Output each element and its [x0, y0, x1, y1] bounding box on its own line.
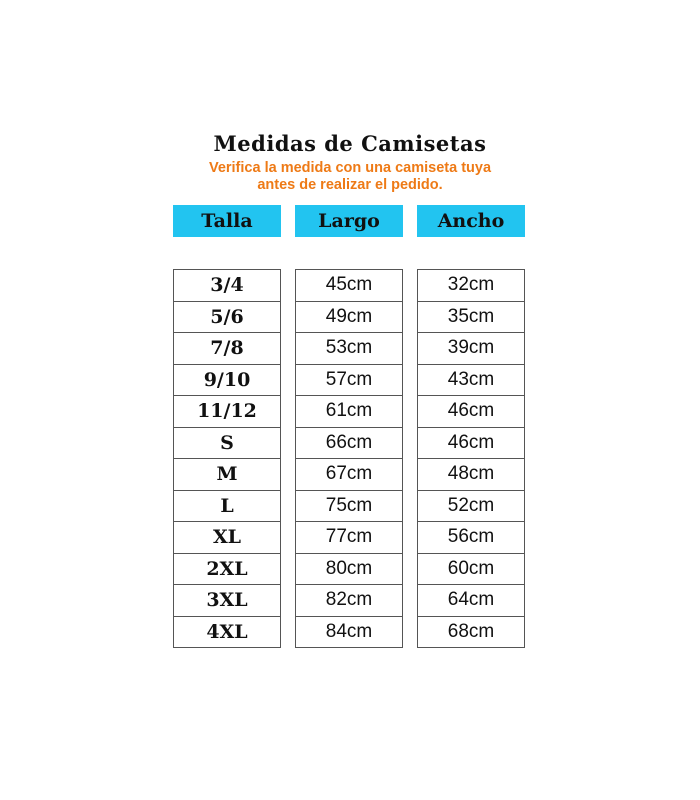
largo-cell: 66cm	[295, 427, 403, 460]
ancho-cell: 43cm	[417, 364, 525, 397]
ancho-cell: 32cm	[417, 269, 525, 302]
size-cell: 3XL	[173, 584, 281, 617]
size-cell: S	[173, 427, 281, 460]
size-cell: 7/8	[173, 332, 281, 365]
largo-cell: 67cm	[295, 458, 403, 491]
size-cell: 5/6	[173, 301, 281, 334]
ancho-cell: 60cm	[417, 553, 525, 586]
header-largo: Largo	[295, 205, 403, 237]
largo-cell: 80cm	[295, 553, 403, 586]
ancho-cell: 35cm	[417, 301, 525, 334]
largo-cell: 53cm	[295, 332, 403, 365]
size-cell: L	[173, 490, 281, 523]
size-cell: 4XL	[173, 616, 281, 649]
size-cell: 3/4	[173, 269, 281, 302]
column-largo	[295, 269, 403, 648]
largo-cell: 84cm	[295, 616, 403, 649]
subtitle-line-1: Verifica la medida con una camiseta tuya	[208, 160, 492, 176]
ancho-cell: 39cm	[417, 332, 525, 365]
largo-cell: 82cm	[295, 584, 403, 617]
column-ancho	[417, 269, 525, 648]
column-talla	[173, 269, 281, 648]
ancho-cell: 56cm	[417, 521, 525, 554]
largo-cell: 75cm	[295, 490, 403, 523]
ancho-cell: 46cm	[417, 427, 525, 460]
largo-cell: 49cm	[295, 301, 403, 334]
largo-cell: 77cm	[295, 521, 403, 554]
header-talla: Talla	[173, 205, 281, 237]
size-cell: 2XL	[173, 553, 281, 586]
size-cell: 11/12	[173, 395, 281, 428]
largo-cell: 61cm	[295, 395, 403, 428]
page-title: Medidas de Camisetas	[213, 131, 487, 156]
ancho-cell: 52cm	[417, 490, 525, 523]
ancho-cell: 64cm	[417, 584, 525, 617]
subtitle-line-2: antes de realizar el pedido.	[257, 177, 443, 193]
largo-cell: 45cm	[295, 269, 403, 302]
size-cell: XL	[173, 521, 281, 554]
ancho-cell: 48cm	[417, 458, 525, 491]
largo-cell: 57cm	[295, 364, 403, 397]
subtitle	[0, 160, 700, 194]
header-ancho: Ancho	[417, 205, 525, 237]
size-cell: 9/10	[173, 364, 281, 397]
size-cell: M	[173, 458, 281, 491]
ancho-cell: 46cm	[417, 395, 525, 428]
ancho-cell: 68cm	[417, 616, 525, 649]
